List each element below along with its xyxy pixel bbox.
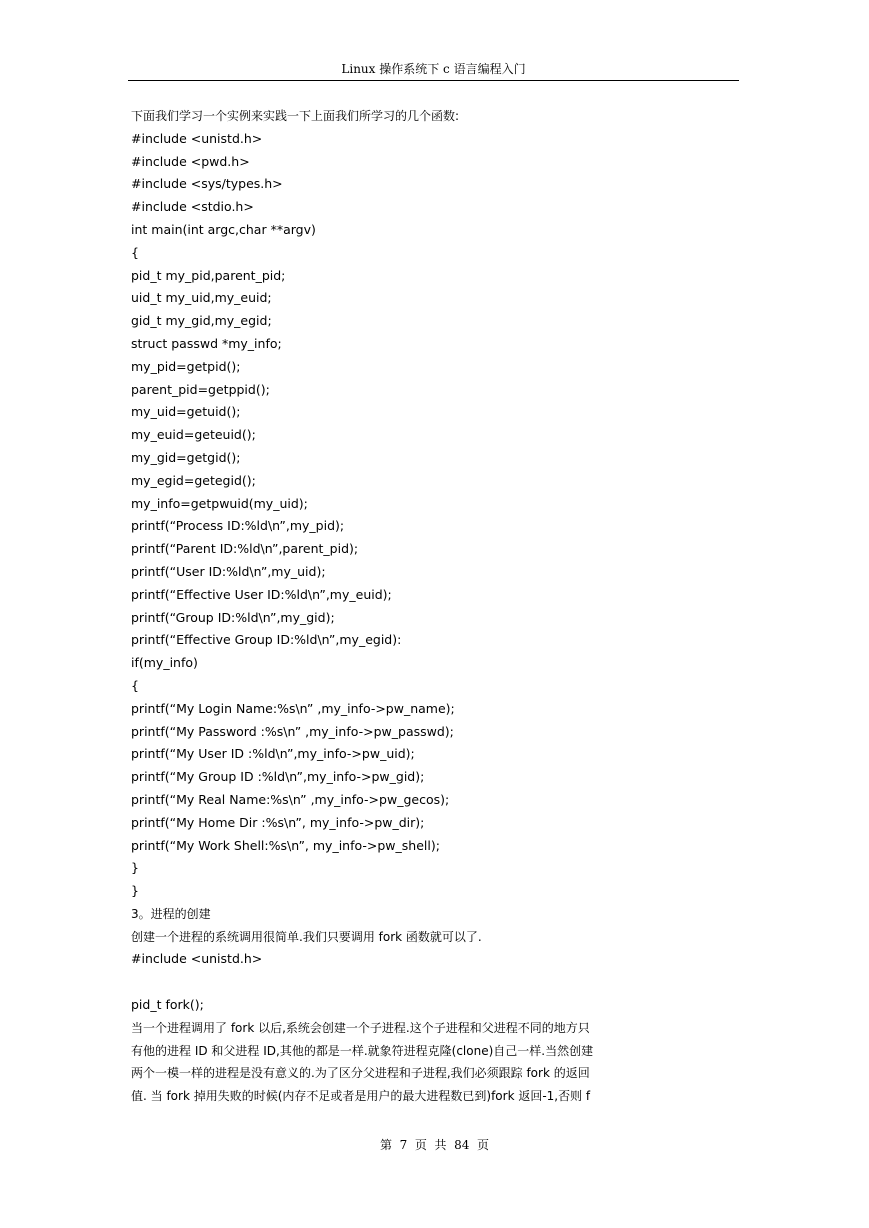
code-line-25: if(my_info): [131, 655, 198, 671]
code-line-29: printf(“My User ID :%ld\n”,my_info->pw_uid);: [131, 746, 415, 762]
document-body: [131, 105, 731, 1108]
code-line-12: my_pid=getpid();: [131, 358, 241, 374]
code-line-22: printf(“Effective User ID:%ld\n”,my_euid);: [131, 586, 392, 602]
code-line-4: #include <sys/types.h>: [131, 176, 283, 192]
page-header: Linux 操作系统下 c 语言编程入门: [341, 62, 526, 76]
text-line-41: 当一个进程调用了 fork 以后,系统会创建一个子进程.这个子进程和父进程不同的地方只: [131, 1020, 590, 1035]
code-line-34: }: [131, 860, 139, 876]
code-line-11: struct passwd *my_info;: [131, 335, 282, 351]
code-line-9: uid_t my_uid,my_euid;: [131, 290, 272, 306]
code-line-3: #include <pwd.h>: [131, 153, 250, 169]
text-line-37: 创建一个进程的系统调用很简单.我们只要调用 fork 函数就可以了.: [131, 929, 482, 944]
code-line-40: pid_t fork();: [131, 997, 204, 1013]
code-line-35: }: [131, 883, 139, 899]
code-line-8: pid_t my_pid,parent_pid;: [131, 267, 286, 283]
code-line-5: #include <stdio.h>: [131, 199, 254, 215]
code-line-31: printf(“My Real Name:%s\n” ,my_info->pw_gecos);: [131, 791, 450, 807]
header-rule: [128, 80, 739, 81]
code-line-20: printf(“Parent ID:%ld\n”,parent_pid);: [131, 541, 359, 557]
code-line-38: #include <unistd.h>: [131, 951, 263, 967]
code-line-21: printf(“User ID:%ld\n”,my_uid);: [131, 563, 326, 579]
code-line-24: printf(“Effective Group ID:%ld\n”,my_egid):: [131, 632, 402, 648]
code-line-18: my_info=getpwuid(my_uid);: [131, 495, 308, 511]
code-line-30: printf(“My Group ID :%ld\n”,my_info->pw_gid);: [131, 769, 425, 785]
code-line-6: int main(int argc,char **argv): [131, 221, 316, 237]
blank-line: [131, 971, 731, 994]
code-line-32: printf(“My Home Dir :%s\n”, my_info->pw_dir);: [131, 814, 425, 830]
text-line-1: 下面我们学习一个实例来实践一下上面我们所学习的几个函数:: [131, 109, 460, 123]
code-line-15: my_euid=geteuid();: [131, 427, 256, 443]
code-line-28: printf(“My Password :%s\n” ,my_info->pw_passwd);: [131, 723, 454, 739]
code-line-19: printf(“Process ID:%ld\n”,my_pid);: [131, 518, 345, 534]
code-line-33: printf(“My Work Shell:%s\n”, my_info->pw_shell);: [131, 837, 440, 853]
code-line-13: parent_pid=getppid();: [131, 381, 270, 397]
code-line-27: printf(“My Login Name:%s\n” ,my_info->pw_name);: [131, 700, 455, 716]
code-line-10: gid_t my_gid,my_egid;: [131, 313, 272, 329]
text-line-42: 有他的进程 ID 和父进程 ID,其他的都是一样.就象符进程克隆(clone)自己一样.当然创建: [131, 1043, 594, 1058]
text-line-43: 两个一模一样的进程是没有意义的.为了区分父进程和子进程,我们必须跟踪 fork 的返回: [131, 1066, 590, 1081]
page-number: 第 7 页 共 84 页: [379, 1138, 490, 1152]
code-line-26: {: [131, 677, 139, 693]
code-line-14: my_uid=getuid();: [131, 404, 241, 420]
code-line-23: printf(“Group ID:%ld\n”,my_gid);: [131, 609, 335, 625]
code-line-2: #include <unistd.h>: [131, 130, 263, 146]
section-heading: 3。进程的创建: [131, 906, 211, 921]
code-line-7: {: [131, 244, 139, 260]
code-line-17: my_egid=getegid();: [131, 472, 256, 488]
code-line-16: my_gid=getgid();: [131, 449, 241, 465]
text-line-44: 值. 当 fork 掉用失败的时候(内存不足或者是用户的最大进程数已到)fork 返回-1,否则 f: [131, 1089, 591, 1104]
